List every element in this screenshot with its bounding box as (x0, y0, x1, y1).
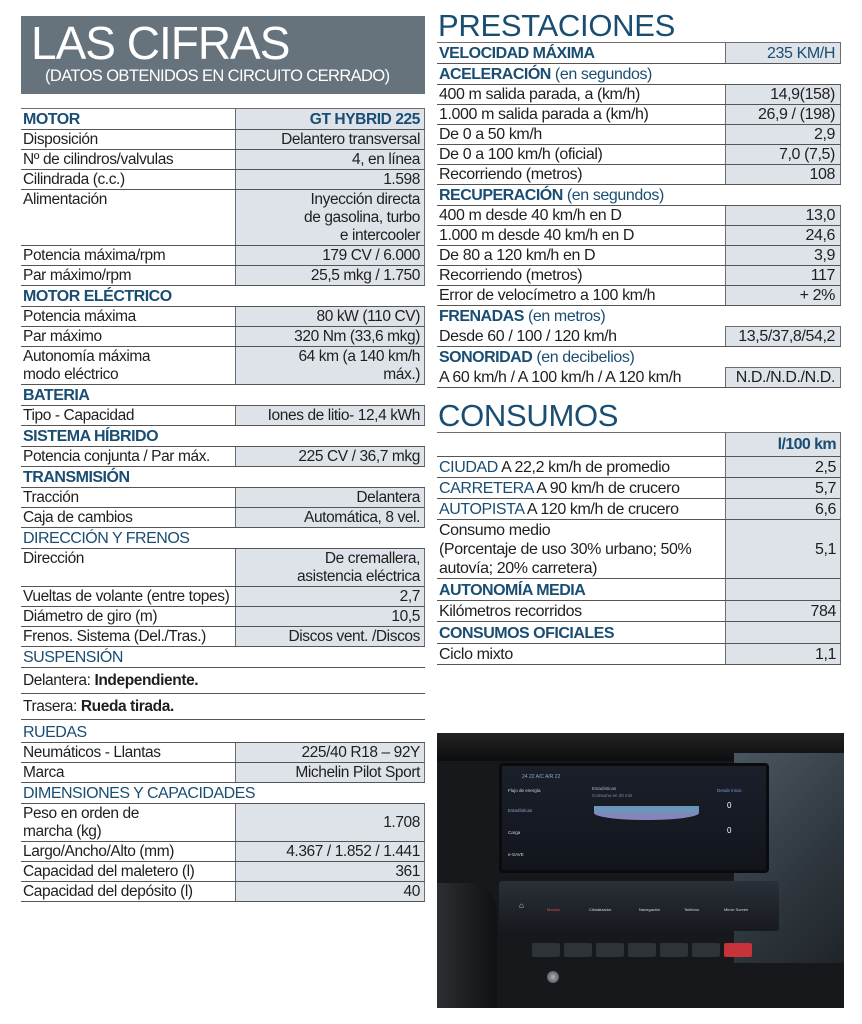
table-row: Tipo - Capacidad Iones de litio- 12,4 kWh (21, 406, 425, 426)
table-row: Trasera: Rueda tirada. (21, 694, 425, 720)
table-row: Tracción Delantera (21, 488, 425, 508)
section-header-recuperacion: RECUPERACIÓN (en segundos) (437, 185, 841, 206)
section-header-consumos-oficiales: CONSUMOS OFICIALES (437, 621, 841, 643)
consumos-title: CONSUMOS (437, 400, 841, 433)
table-row: De 0 a 100 km/h (oficial) 7,0 (7,5) (437, 145, 841, 165)
section-header-suspension: SUSPENSIÓN (21, 647, 425, 668)
table-row: Ciclo mixto 1,1 (437, 643, 841, 664)
screen-status-bar: 24 22 A/C A/R 22 (522, 774, 561, 780)
section-header-transmision: TRANSMISIÓN (21, 467, 425, 488)
section-header-motor: MOTOR GT HYBRID 225 (21, 109, 425, 130)
table-row: Delantera: Independiente. (21, 668, 425, 694)
section-header-motor-electrico: MOTOR ELÉCTRICO (21, 286, 425, 307)
performance-column (437, 10, 841, 665)
dashboard-photo (437, 733, 844, 1008)
table-row: Consumo medio (Porcentaje de uso 30% urbano; 50% autovía; 20% carretera) 5,1 (437, 519, 841, 578)
table-row: Potencia máxima 80 kW (110 CV) (21, 307, 425, 327)
section-header-sonoridad: SONORIDAD (en decibelios) (439, 349, 635, 366)
table-row: A 60 km/h / A 100 km/h / A 120 km/h N.D./N.D./N.D. (437, 368, 841, 388)
table-row: Cilindrada (c.c.) 1.598 (21, 170, 425, 190)
table-row: Frenos. Sistema (Del./Tras.) Discos vent. /Discos (21, 627, 425, 647)
section-header-direccion-frenos: DIRECCIÓN Y FRENOS (21, 528, 425, 549)
table-row: AUTOPISTA A 120 km/h de crucero 6,6 (437, 498, 841, 519)
steering-stalk (437, 883, 497, 1008)
table-row: Alimentación Inyección directa de gasolina, turbo e intercooler (21, 190, 425, 246)
table-row: Neumáticos - Llantas 225/40 R18 – 92Y (21, 743, 425, 763)
table-row: Capacidad del depósito (l) 40 (21, 882, 425, 902)
table-row: Par máximo 320 Nm (33,6 mkg) (21, 327, 425, 347)
table-row: Recorriendo (metros) 108 (437, 165, 841, 185)
table-row: Desde 60 / 100 / 120 km/h 13,5/37,8/54,2 (437, 327, 841, 347)
prestaciones-table (437, 43, 841, 388)
section-header-dimensiones: DIMENSIONES Y CAPACIDADES (21, 783, 425, 804)
unit-row: l/100 km (437, 433, 841, 456)
table-row: 1.000 m salida parada a (km/h) 26,9 / (198) (437, 105, 841, 125)
table-row: Error de velocímetro a 100 km/h + 2% (437, 286, 841, 306)
table-row: Disposición Delantero transversal (21, 130, 425, 150)
page-subtitle: (DATOS OBTENIDOS EN CIRCUITO CERRADO) (45, 67, 390, 85)
table-row: Potencia máxima/rpm 179 CV / 6.000 (21, 246, 425, 266)
table-row: De 80 a 120 km/h en D 3,9 (437, 246, 841, 266)
table-row: Peso en orden de marcha (kg) 1.708 (21, 804, 425, 842)
table-row: Caja de cambios Automática, 8 vel. (21, 508, 425, 528)
section-header-aceleracion: ACELERACIÓN (en segundos) (437, 64, 841, 85)
table-row: Largo/Ancho/Alto (mm) 4.367 / 1.852 / 1.441 (21, 842, 425, 862)
table-row: Dirección De cremallera, asistencia eléctrica (21, 549, 425, 587)
table-row: Kilómetros recorridos 784 (437, 600, 841, 621)
table-row: Nº de cilindros/valvulas 4, en línea (21, 150, 425, 170)
table-row: 400 m salida parada, a (km/h) 14,9(158) (437, 85, 841, 105)
table-row: Marca Michelin Pilot Sport (21, 763, 425, 783)
page-title: LAS CIFRAS (31, 17, 290, 69)
home-icon: ⌂ (519, 901, 524, 910)
table-row: CIUDAD A 22,2 km/h de promedio 2,5 (437, 456, 841, 477)
table-row: Autonomía máxima modo eléctrico 64 km (a 140 km/h máx.) (21, 347, 425, 385)
prestaciones-title: PRESTACIONES (437, 10, 841, 43)
volume-knob (547, 971, 559, 983)
table-row: Recorriendo (metros) 117 (437, 266, 841, 286)
table-row: Potencia conjunta / Par máx. 225 CV / 36,7 mkg (21, 447, 425, 467)
table-row: 1.000 m desde 40 km/h en D 24,6 (437, 226, 841, 246)
table-row: 400 m desde 40 km/h en D 13,0 (437, 206, 841, 226)
version-label: GT HYBRID 225 (235, 109, 425, 130)
climate-bar: ⌂ Medios Climatizador Navegación Teléfono Mirror Screen (499, 881, 779, 931)
table-row: Par máximo/rpm 25,5 mkg / 1.750 (21, 266, 425, 286)
section-header-frenadas: FRENADAS (en metros) (439, 308, 606, 325)
hardware-buttons (532, 943, 752, 957)
hazard-button (724, 943, 752, 957)
table-row: Diámetro de giro (m) 10,5 (21, 607, 425, 627)
section-header-ruedas: RUEDAS (21, 720, 425, 743)
section-header-autonomia: AUTONOMÍA MEDIA (437, 578, 841, 600)
section-header-sistema-hibrido: SISTEMA HÍBRIDO (21, 426, 425, 447)
table-row: De 0 a 50 km/h 2,9 (437, 125, 841, 145)
consumos-table (437, 433, 841, 665)
section-header-bateria: BATERIA (21, 385, 425, 406)
consumption-graph (594, 806, 699, 820)
title-banner (21, 16, 425, 94)
specs-table (21, 108, 425, 902)
table-row: Vueltas de volante (entre topes) 2,7 (21, 587, 425, 607)
specs-column (21, 16, 425, 902)
table-row: CARRETERA A 90 km/h de crucero 5,7 (437, 477, 841, 498)
infotainment-screen: 24 22 A/C A/R 22 Flujo de energía Estadísticas Carga e-SAVE Estadísticas Consumo en 30 min Desde inicio 0 0 (499, 763, 769, 873)
table-row: Capacidad del maletero (l) 361 (21, 862, 425, 882)
velocidad-maxima-row: VELOCIDAD MÁXIMA 235 KM/H (437, 43, 841, 64)
